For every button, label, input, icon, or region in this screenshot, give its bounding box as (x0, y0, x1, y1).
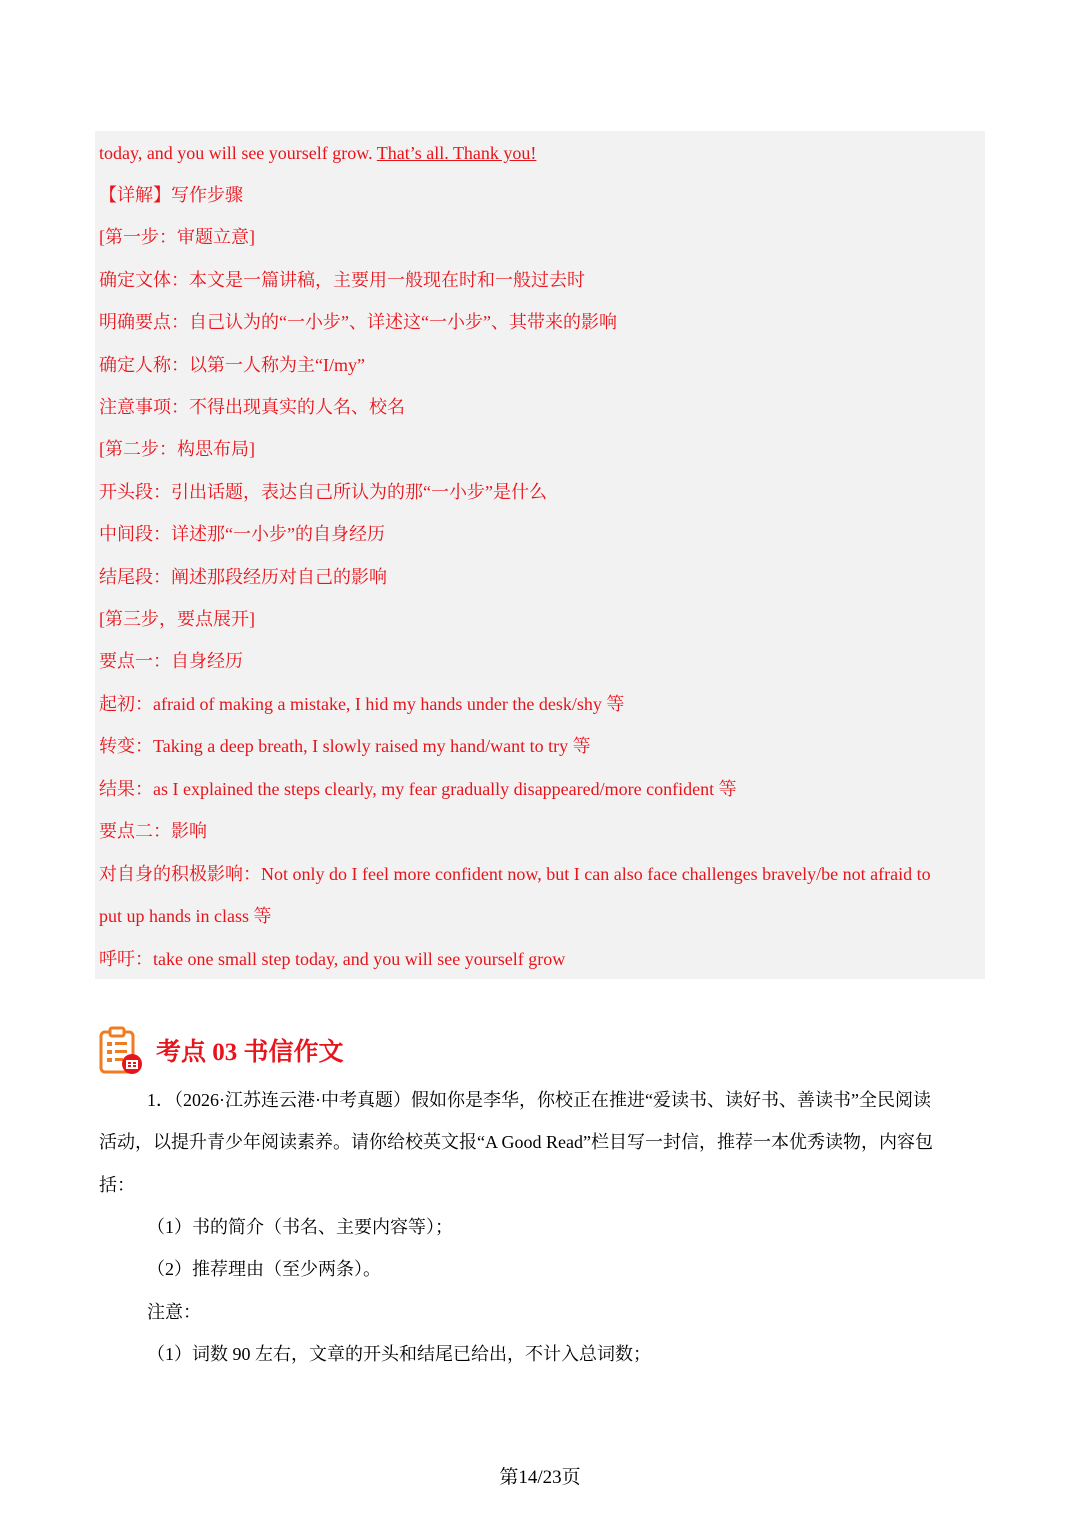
answer-line-first (99, 141, 536, 165)
section-title: 考点 03 书信作文 (156, 1039, 344, 1066)
section-heading (98, 1024, 344, 1076)
answer-line: 结果：as I explained the steps clearly, my fear gradually disappeared/more confident 等 (99, 779, 737, 799)
answer-line: 注意事项：不得出现真实的人名、校名 (99, 397, 405, 417)
answer-closing-underlined: That’s all. Thank you! (376, 143, 537, 163)
answer-line: 【详解】写作步骤 (99, 185, 243, 205)
answer-line: 转变：Taking a deep breath, I slowly raised my hand/want to try 等 (99, 736, 591, 756)
checklist-clipboard-icon (98, 1025, 144, 1075)
answer-line: 开头段：引出话题，表达自己所认为的那“一小步”是什么 (99, 482, 547, 502)
answer-line: 要点一：自身经历 (99, 651, 243, 671)
question-item: （1）词数 90 左右，文章的开头和结尾已给出，不计入总词数； (147, 1344, 651, 1364)
answer-line: 确定文体：本文是一篇讲稿，主要用一般现在时和一般过去时 (99, 270, 585, 290)
answer-line: 呼吁：take one small step today, and you will see yourself grow (99, 949, 566, 969)
page-number: 第14/23页 (499, 1467, 581, 1488)
answer-line: put up hands in class 等 (99, 906, 272, 926)
question-item: （2）推荐理由（至少两条）。 (147, 1259, 381, 1279)
answer-line: 确定人称：以第一人称为主“I/my” (99, 355, 365, 375)
answer-line: [第三步，要点展开] (99, 609, 255, 629)
answer-line: [第二步：构思布局] (99, 439, 255, 459)
answer-line: 中间段：详述那“一小步”的自身经历 (99, 524, 385, 544)
question-note-label: 注意： (147, 1302, 201, 1322)
answer-line: [第一步：审题立意] (99, 227, 255, 247)
question-stem-line: 1．（2026·江苏连云港·中考真题）假如你是李华，你校正在推进“爱读书、读好书、善读书”全民阅读 (147, 1090, 931, 1110)
answer-line: 对自身的积极影响：Not only do I feel more confident now, but I can also face challenges bravely/be not afraid to (99, 864, 931, 884)
answer-text: today, and you will see yourself grow. (99, 143, 377, 163)
answer-line: 要点二：影响 (99, 821, 207, 841)
question-stem-line: 括： (99, 1175, 135, 1195)
answer-line: 起初：afraid of making a mistake, I hid my hands under the desk/shy 等 (99, 694, 625, 714)
answer-box (95, 131, 985, 979)
answer-line: 结尾段：阐述那段经历对自己的影响 (99, 567, 387, 587)
question-stem-line: 活动，以提升青少年阅读素养。请你给校英文报“A Good Read”栏目写一封信，推荐一本优秀读物，内容包 (99, 1132, 933, 1152)
question-item: （1）书的简介（书名、主要内容等）； (147, 1217, 453, 1237)
answer-line: 明确要点：自己认为的“一小步”、详述这“一小步”、其带来的影响 (99, 312, 617, 332)
